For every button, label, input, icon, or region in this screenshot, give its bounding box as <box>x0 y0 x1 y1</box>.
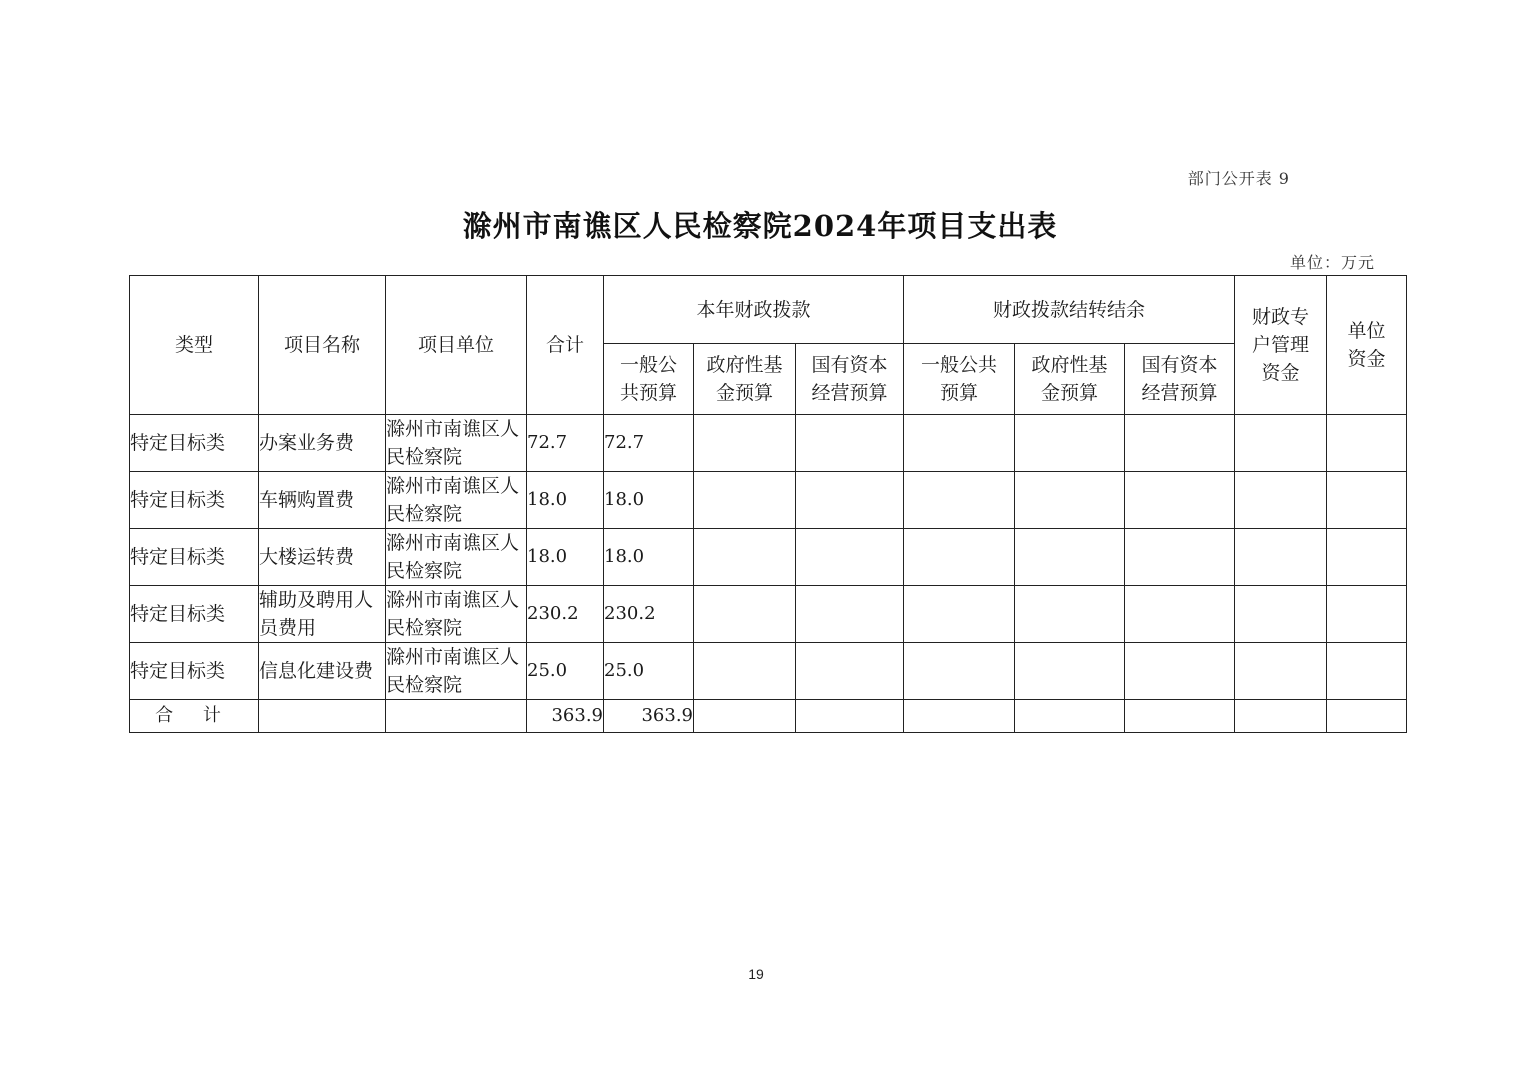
cell-total: 72.7 <box>527 415 604 472</box>
cell-project-name: 办案业务费 <box>259 415 386 472</box>
cell-type: 特定目标类 <box>130 472 259 529</box>
cell-type: 特定目标类 <box>130 643 259 700</box>
cell-total: 18.0 <box>527 472 604 529</box>
header-project-unit: 项目单位 <box>386 276 527 415</box>
cell-general-budget: 25.0 <box>604 643 694 700</box>
table-row <box>130 529 1407 586</box>
header-current-fund: 政府性基金预算 <box>694 344 796 415</box>
cell-project-unit: 滁州市南谯区人民检察院 <box>386 529 527 586</box>
cell-project-unit: 滁州市南谯区人民检察院 <box>386 586 527 643</box>
total-row <box>130 700 1407 733</box>
header-current-year-allocation: 本年财政拨款 <box>604 276 904 344</box>
cell-total: 230.2 <box>527 586 604 643</box>
cell-type: 特定目标类 <box>130 529 259 586</box>
header-project-name: 项目名称 <box>259 276 386 415</box>
unit-label: 单位：万元 <box>1289 253 1375 272</box>
total-amount: 363.9 <box>527 700 604 733</box>
total-label: 合 计 <box>130 700 259 733</box>
cell-general-budget: 72.7 <box>604 415 694 472</box>
page-title: 滁州市南谯区人民检察院2024年项目支出表 <box>462 209 1058 243</box>
cell-project-unit: 滁州市南谯区人民检察院 <box>386 472 527 529</box>
cell-type: 特定目标类 <box>130 586 259 643</box>
header-current-general: 一般公共预算 <box>604 344 694 415</box>
cell-general-budget: 18.0 <box>604 472 694 529</box>
header-current-state-capital: 国有资本经营预算 <box>796 344 904 415</box>
header-carryover-general: 一般公共预算 <box>904 344 1015 415</box>
cell-project-name: 大楼运转费 <box>259 529 386 586</box>
cell-project-name: 辅助及聘用人员费用 <box>259 586 386 643</box>
cell-total: 25.0 <box>527 643 604 700</box>
table-row <box>130 586 1407 643</box>
header-carryover-fund: 政府性基金预算 <box>1015 344 1125 415</box>
table-row <box>130 472 1407 529</box>
header-carryover: 财政拨款结转结余 <box>904 276 1235 344</box>
header-unit-funds: 单位资金 <box>1327 276 1407 415</box>
project-expenditure-table <box>129 275 1407 733</box>
page-number: 19 <box>748 966 764 982</box>
header-total: 合计 <box>527 276 604 415</box>
cell-project-unit: 滁州市南谯区人民检察院 <box>386 415 527 472</box>
cell-general-budget: 18.0 <box>604 529 694 586</box>
header-special-account: 财政专户管理资金 <box>1235 276 1327 415</box>
cell-total: 18.0 <box>527 529 604 586</box>
cell-project-name: 车辆购置费 <box>259 472 386 529</box>
table-row <box>130 643 1407 700</box>
cell-project-unit: 滁州市南谯区人民检察院 <box>386 643 527 700</box>
table-row <box>130 415 1407 472</box>
cell-project-name: 信息化建设费 <box>259 643 386 700</box>
cell-general-budget: 230.2 <box>604 586 694 643</box>
form-number: 部门公开表 9 <box>1187 169 1290 188</box>
header-type: 类型 <box>130 276 259 415</box>
cell-type: 特定目标类 <box>130 415 259 472</box>
header-carryover-state-capital: 国有资本经营预算 <box>1125 344 1235 415</box>
total-general-budget: 363.9 <box>604 700 694 733</box>
